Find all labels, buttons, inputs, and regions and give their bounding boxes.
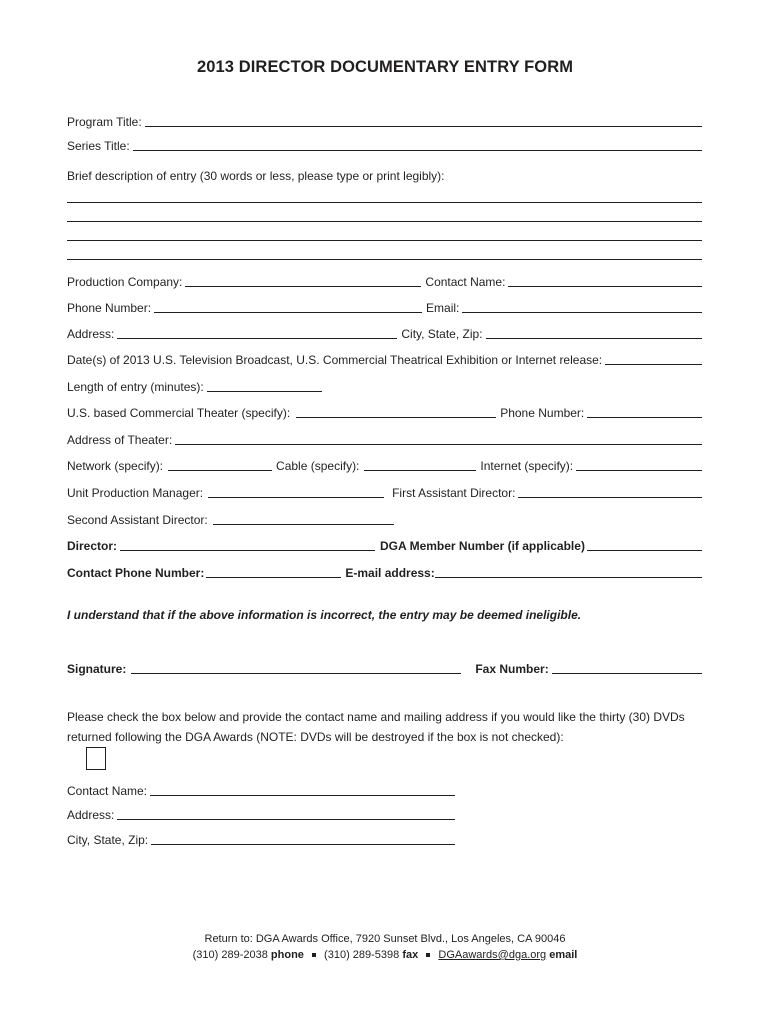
program-title-label: Program Title: — [67, 115, 142, 129]
fax-number-field[interactable] — [552, 673, 702, 674]
dates-label: Date(s) of 2013 U.S. Television Broadcast, U.S. Commercial Theatrical Exhibition or Internet release: — [67, 353, 603, 367]
us-theater-row — [67, 404, 702, 420]
length-field[interactable] — [207, 391, 322, 392]
production-company-field[interactable] — [185, 286, 421, 287]
return-address-field[interactable] — [117, 819, 455, 820]
footer-phone-label: phone — [270, 949, 304, 961]
return-contact-name-row — [67, 782, 455, 798]
return-dvds-checkbox[interactable] — [86, 747, 106, 770]
description-line-1[interactable] — [67, 202, 702, 203]
program-title-row — [67, 113, 702, 129]
theater-phone-field[interactable] — [587, 417, 702, 418]
series-title-field[interactable] — [133, 150, 702, 151]
first-ad-field[interactable] — [518, 497, 702, 498]
second-ad-field[interactable] — [213, 524, 394, 525]
internet-label: Internet (specify): — [480, 459, 574, 473]
description-line-3[interactable] — [67, 240, 702, 241]
return-city-state-zip-field[interactable] — [151, 844, 455, 845]
first-ad-label: First Assistant Director: — [392, 486, 516, 500]
return-address-label: Address: — [67, 808, 115, 822]
footer-fax-label: fax — [402, 949, 419, 961]
footer-contact-line — [0, 947, 770, 963]
address-field[interactable] — [117, 338, 397, 339]
footer-email-link[interactable]: DGAawards@dga.org — [438, 949, 547, 961]
production-company-row — [67, 273, 702, 289]
second-ad-label: Second Assistant Director: — [67, 513, 208, 527]
production-company-label: Production Company: — [67, 275, 183, 289]
phone-number-field[interactable] — [154, 312, 422, 313]
upm-label: Unit Production Manager: — [67, 486, 204, 500]
brief-description-row — [67, 167, 702, 183]
footer-email-label: email — [549, 949, 578, 961]
cable-label: Cable (specify): — [276, 459, 360, 473]
internet-field[interactable] — [576, 470, 702, 471]
director-label: Director: — [67, 539, 118, 553]
signature-field[interactable] — [131, 673, 461, 674]
return-contact-name-label: Contact Name: — [67, 784, 148, 798]
second-ad-row — [67, 511, 702, 527]
disclaimer: I understand that if the above information is incorrect, the entry may be deemed ineligible. — [67, 608, 582, 622]
signature-row — [67, 660, 702, 676]
upm-row — [67, 484, 702, 500]
length-label: Length of entry (minutes): — [67, 380, 204, 394]
return-city-row — [67, 831, 455, 847]
email-address-label: E-mail address: — [345, 566, 435, 580]
cable-field[interactable] — [364, 470, 476, 471]
series-title-row — [67, 137, 702, 153]
footer-return-to: Return to: DGA Awards Office, 7920 Sunset Blvd., Los Angeles, CA 90046 — [204, 933, 566, 945]
brief-description-label: Brief description of entry (30 words or less, please type or print legibly): — [67, 169, 445, 183]
description-line-4[interactable] — [67, 259, 702, 260]
return-contact-name-field[interactable] — [150, 795, 455, 796]
return-address-row — [67, 806, 455, 822]
contact-name-label: Contact Name: — [425, 275, 506, 289]
theater-phone-label: Phone Number: — [500, 406, 585, 420]
fax-number-label: Fax Number: — [475, 662, 549, 676]
footer-phone-number: (310) 289-2038 — [192, 949, 268, 961]
return-city-state-zip-label: City, State, Zip: — [67, 833, 149, 847]
return-instructions: Please check the box below and provide the contact name and mailing address if you would like the thirty (30) DVDs returned following the DGA Awards (NOTE: DVDs will be destroyed if the box is not checked): — [67, 710, 685, 744]
city-state-zip-label: City, State, Zip: — [401, 327, 483, 341]
city-state-zip-field[interactable] — [486, 338, 703, 339]
dga-member-field[interactable] — [587, 550, 702, 551]
bullet-square-icon — [312, 953, 316, 957]
network-label: Network (specify): — [67, 459, 164, 473]
phone-number-label: Phone Number: — [67, 301, 152, 315]
theater-address-field[interactable] — [175, 444, 702, 445]
email-label: Email: — [426, 301, 460, 315]
upm-field[interactable] — [208, 497, 384, 498]
email-address-field[interactable] — [435, 577, 702, 578]
dates-row — [67, 351, 702, 367]
contact-phone-label: Contact Phone Number: — [67, 566, 205, 580]
dates-field[interactable] — [605, 364, 702, 365]
phone-email-row — [67, 299, 702, 315]
dga-member-label: DGA Member Number (if applicable) — [380, 539, 585, 553]
bullet-square-icon — [426, 953, 430, 957]
signature-label: Signature: — [67, 662, 127, 676]
us-theater-label: U.S. based Commercial Theater (specify): — [67, 406, 291, 420]
network-row — [67, 457, 702, 473]
theater-address-row — [67, 431, 702, 447]
director-field[interactable] — [120, 550, 375, 551]
email-field[interactable] — [462, 312, 702, 313]
contact-phone-field[interactable] — [206, 577, 341, 578]
address-label: Address: — [67, 327, 115, 341]
director-row — [67, 537, 702, 553]
series-title-label: Series Title: — [67, 139, 130, 153]
theater-address-label: Address of Theater: — [67, 433, 173, 447]
address-row — [67, 325, 702, 341]
description-line-2[interactable] — [67, 221, 702, 222]
footer-fax-number: (310) 289-5398 — [324, 949, 400, 961]
program-title-field[interactable] — [145, 126, 702, 127]
form-title: 2013 DIRECTOR DOCUMENTARY ENTRY FORM — [196, 58, 574, 76]
contact-phone-row — [67, 564, 702, 580]
length-row — [67, 378, 702, 394]
network-field[interactable] — [168, 470, 272, 471]
contact-name-field[interactable] — [508, 286, 702, 287]
us-theater-field[interactable] — [296, 417, 496, 418]
